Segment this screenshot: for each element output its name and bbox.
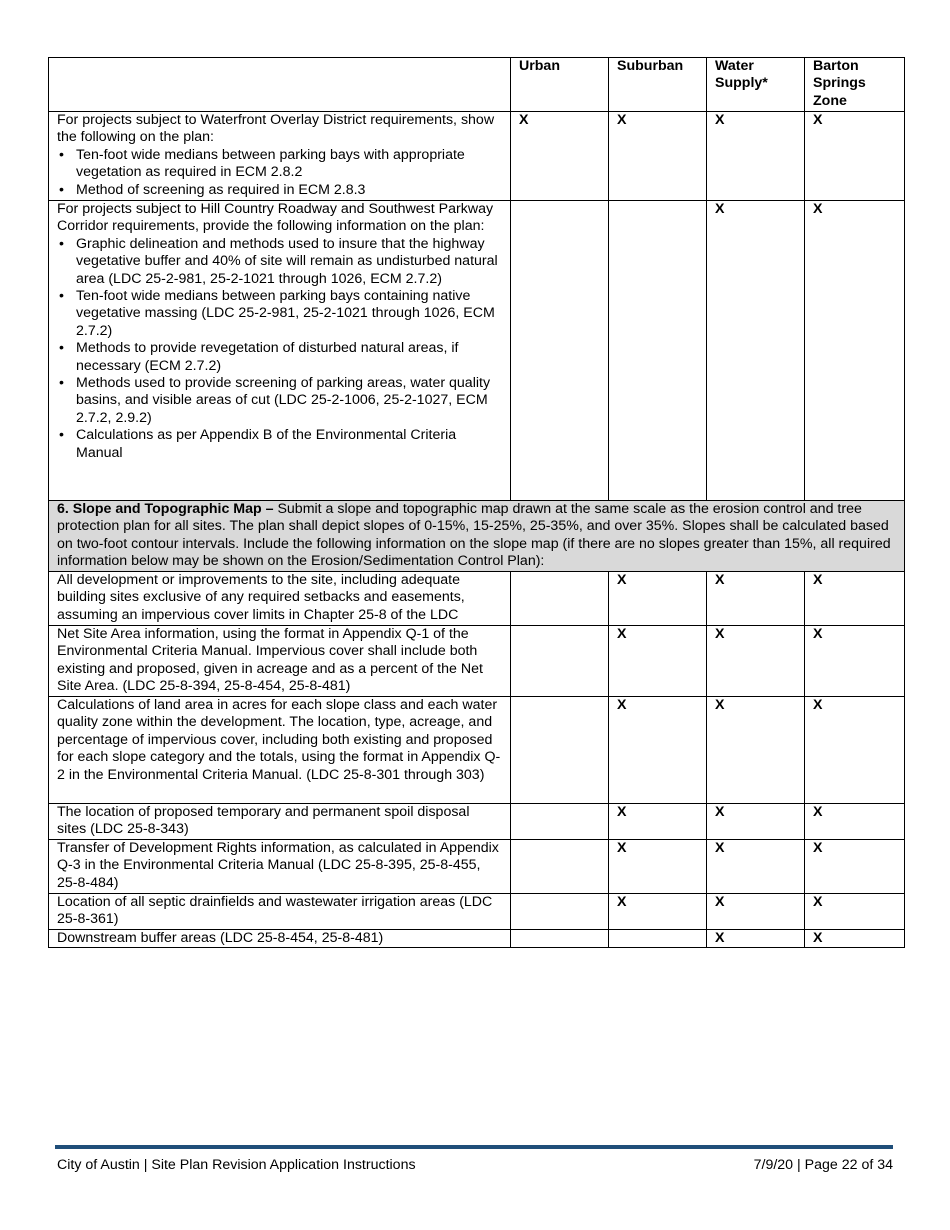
mark-urban xyxy=(511,840,609,894)
mark-urban xyxy=(511,201,609,501)
section-cell xyxy=(49,501,905,572)
mark-barton-springs: X xyxy=(805,112,905,201)
mark-suburban: X xyxy=(609,572,707,626)
footer-rule xyxy=(55,1145,893,1149)
section-text: Submit a slope and topographic map drawn at the same scale as the erosion control and tree protection plan for all sites. The plan shall depict slopes of 0-15%, 15-25%, 25-35%, and over 35%. Slopes shall be calculated based on two-foot contour intervals. Include the following information on the slope map (if there are no slopes greater than 15%, all required information below may be shown on the Erosion/Sedimentation Control Plan): xyxy=(57,501,891,570)
table-row xyxy=(49,804,905,840)
header-barton-springs: Barton Springs Zone xyxy=(805,58,905,112)
section-title: 6. Slope and Topographic Map – xyxy=(57,501,274,517)
row-description: Location of all septic drainfields and wastewater irrigation areas (LDC 25-8-361) xyxy=(49,894,511,930)
mark-water-supply: X xyxy=(707,804,805,840)
mark-water-supply: X xyxy=(707,112,805,201)
row-description: All development or improvements to the site, including adequate building sites exclusive of any required setbacks and easements, assuming an impervious cover limits in Chapter 25-8 of the LDC xyxy=(49,572,511,626)
row-description: Transfer of Development Rights information, as calculated in Appendix Q-3 in the Environmental Criteria Manual (LDC 25-8-395, 25-8-455, 25-8-484) xyxy=(49,840,511,894)
mark-suburban: X xyxy=(609,697,707,804)
bullet-list xyxy=(57,147,502,199)
mark-suburban: X xyxy=(609,804,707,840)
mark-water-supply: X xyxy=(707,840,805,894)
table-row xyxy=(49,840,905,894)
mark-suburban xyxy=(609,930,707,948)
mark-water-supply: X xyxy=(707,894,805,930)
list-item: • Methods to provide revegetation of disturbed natural areas, if necessary (ECM 2.7.2) xyxy=(76,340,502,375)
list-item: • Ten-foot wide medians between parking bays containing native vegetative massing (LDC 25-2-981, 25-2-1021 through 1026, ECM 2.7.2) xyxy=(76,288,502,340)
footer-page-info: 7/9/20 | Page 22 of 34 xyxy=(753,1157,893,1173)
mark-barton-springs: X xyxy=(805,697,905,804)
row-intro: For projects subject to Waterfront Overlay District requirements, show the following on the plan: xyxy=(57,112,495,146)
mark-suburban: X xyxy=(609,626,707,697)
list-item: • Methods used to provide screening of parking areas, water quality basins, and visible areas of cut (LDC 25-2-1006, 25-2-1027, ECM 2.7.2, 2.9.2) xyxy=(76,375,502,427)
header-suburban: Suburban xyxy=(609,58,707,112)
header-water-supply: Water Supply* xyxy=(707,58,805,112)
row-description: The location of proposed temporary and permanent spoil disposal sites (LDC 25-8-343) xyxy=(49,804,511,840)
mark-urban xyxy=(511,804,609,840)
header-description xyxy=(49,58,511,112)
row-description: Downstream buffer areas (LDC 25-8-454, 25-8-481) xyxy=(49,930,511,948)
mark-water-supply: X xyxy=(707,697,805,804)
section-row xyxy=(49,501,905,572)
table-row xyxy=(49,626,905,697)
mark-water-supply: X xyxy=(707,930,805,948)
table-row xyxy=(49,697,905,804)
mark-water-supply: X xyxy=(707,626,805,697)
mark-urban xyxy=(511,930,609,948)
mark-suburban: X xyxy=(609,894,707,930)
mark-barton-springs: X xyxy=(805,626,905,697)
header-urban: Urban xyxy=(511,58,609,112)
row-description: Net Site Area information, using the format in Appendix Q-1 of the Environmental Criteria Manual. Impervious cover shall include both existing and proposed, given in acreage and as a percent of the Net Site Area. (LDC 25-8-394, 25-8-454, 25-8-481) xyxy=(49,626,511,697)
mark-urban xyxy=(511,894,609,930)
list-item: • Ten-foot wide medians between parking bays with appropriate vegetation as required in ECM 2.8.2 xyxy=(76,147,502,182)
mark-urban xyxy=(511,572,609,626)
header-row xyxy=(49,58,905,112)
mark-suburban: X xyxy=(609,112,707,201)
mark-urban xyxy=(511,626,609,697)
mark-barton-springs: X xyxy=(805,572,905,626)
table-row xyxy=(49,201,905,501)
row-description xyxy=(49,201,511,501)
mark-water-supply: X xyxy=(707,572,805,626)
table-row xyxy=(49,572,905,626)
list-item: • Calculations as per Appendix B of the Environmental Criteria Manual xyxy=(76,427,502,462)
list-item: • Graphic delineation and methods used to insure that the highway vegetative buffer and 40% of site will remain as undisturbed natural area (LDC 25-2-981, 25-2-1021 through 1026, ECM 2.7.2) xyxy=(76,236,502,288)
footer-document-title: City of Austin | Site Plan Revision Application Instructions xyxy=(57,1157,416,1173)
table-row xyxy=(49,894,905,930)
mark-suburban xyxy=(609,201,707,501)
mark-barton-springs: X xyxy=(805,894,905,930)
mark-barton-springs: X xyxy=(805,804,905,840)
mark-barton-springs: X xyxy=(805,930,905,948)
mark-urban: X xyxy=(511,112,609,201)
mark-barton-springs: X xyxy=(805,840,905,894)
mark-barton-springs: X xyxy=(805,201,905,501)
bullet-list xyxy=(57,236,502,462)
requirements-table xyxy=(48,57,905,948)
row-intro: For projects subject to Hill Country Roadway and Southwest Parkway Corridor requirements, provide the following information on the plan: xyxy=(57,201,494,235)
row-description: Calculations of land area in acres for each slope class and each water quality zone within the development. The location, type, acreage, and percentage of impervious cover, including both existing and proposed for each slope category and the totals, using the format in Appendix Q-2 in the Environmental Criteria Manual. (LDC 25-8-301 through 303) xyxy=(49,697,511,804)
row-description xyxy=(49,112,511,201)
mark-suburban: X xyxy=(609,840,707,894)
mark-water-supply: X xyxy=(707,201,805,501)
table-row xyxy=(49,112,905,201)
list-item: • Method of screening as required in ECM 2.8.3 xyxy=(76,182,502,199)
table-row xyxy=(49,930,905,948)
mark-urban xyxy=(511,697,609,804)
